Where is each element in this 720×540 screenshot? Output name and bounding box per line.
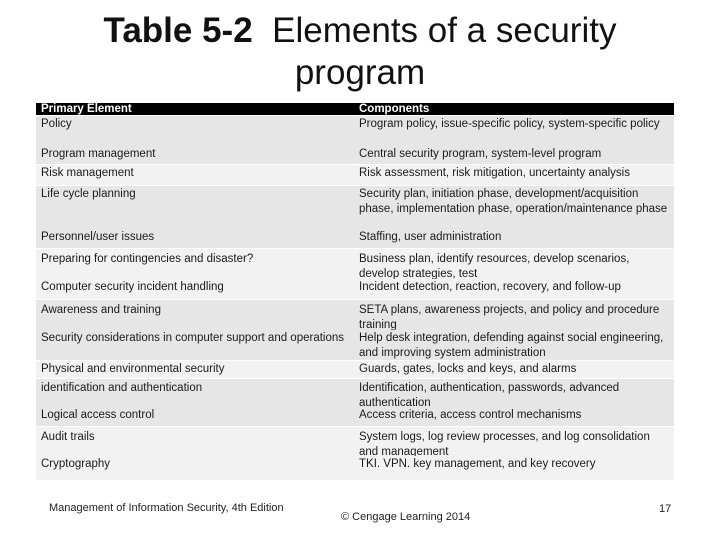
row-element: Program management [36, 146, 354, 165]
row-element: Policy [36, 116, 354, 146]
row-element: Personnel/user issues [36, 229, 354, 249]
row-element: Physical and environmental security [36, 361, 354, 379]
table-row [36, 165, 674, 186]
title-table-number: Table 5-2 [103, 11, 253, 50]
table-row [36, 116, 674, 146]
table-row [36, 361, 674, 379]
table-row [36, 146, 674, 165]
table-row [36, 407, 674, 427]
header-primary-element: Primary Element [36, 103, 354, 115]
row-components: Risk assessment, risk mitigation, uncertainty analysis [354, 165, 674, 186]
footer-copyright: © Cengage Learning 2014 [341, 511, 471, 523]
row-components: Access criteria, access control mechanisms [354, 407, 674, 427]
title-text-line2: program [294, 53, 426, 92]
row-element: identification and authentication [36, 379, 354, 407]
table-header-row [36, 103, 674, 115]
row-element: Security considerations in computer support and operations [36, 330, 354, 361]
table-row [36, 229, 674, 249]
table-row [36, 249, 674, 279]
row-element: Life cycle planning [36, 186, 354, 229]
page-number: 17 [659, 503, 672, 515]
row-element: Preparing for contingencies and disaster? [36, 249, 354, 279]
slide-title [0, 10, 720, 94]
row-components: TKI. VPN. key management, and key recovery [354, 456, 674, 480]
row-components: Identification, authentication, passwords, advanced authentication [354, 379, 674, 407]
table-row [36, 186, 674, 229]
table-row [36, 456, 674, 480]
row-components: Guards, gates, locks and keys, and alarms [354, 361, 674, 379]
row-element: Audit trails [36, 427, 354, 456]
row-element: Logical access control [36, 407, 354, 427]
row-components: Central security program, system-level program [354, 146, 674, 165]
table-row [36, 279, 674, 300]
row-components: System logs, log review processes, and log consolidation and management [354, 427, 674, 456]
row-element: Risk management [36, 165, 354, 186]
table-row [36, 427, 674, 456]
row-components: Incident detection, reaction, recovery, and follow-up [354, 279, 674, 300]
footer-book-title: Management of Information Security, 4th Edition [49, 502, 284, 514]
title-text-line1: Elements of a security [272, 11, 617, 50]
row-components: Staffing, user administration [354, 229, 674, 249]
table-row [36, 300, 674, 330]
row-components: Security plan, initiation phase, development/acquisition phase, implementation phase, operation/maintenance phase [354, 186, 674, 229]
row-element: Computer security incident handling [36, 279, 354, 300]
row-components: Help desk integration, defending against social engineering, and improving system administration [354, 330, 674, 361]
row-element: Cryptography [36, 456, 354, 480]
header-components: Components [354, 103, 674, 115]
row-components: Program policy, issue-specific policy, system-specific policy [354, 116, 674, 146]
table-row [36, 330, 674, 361]
row-components: Business plan, identify resources, develop scenarios, develop strategies, test [354, 249, 674, 279]
row-element: Awareness and training [36, 300, 354, 330]
row-components: SETA plans, awareness projects, and policy and procedure training [354, 300, 674, 330]
table-row [36, 379, 674, 407]
